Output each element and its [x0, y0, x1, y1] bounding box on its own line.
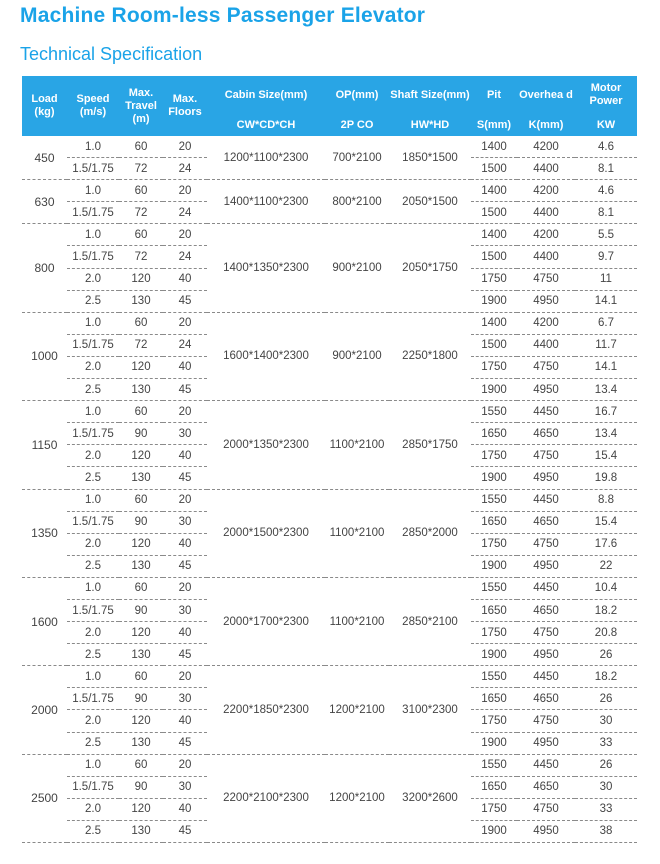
op-cell: 1100*2100 — [325, 401, 389, 489]
speed-cell: 2.5 — [67, 820, 119, 842]
table-row — [22, 577, 637, 599]
speed-cell: 1.5/1.75 — [67, 334, 119, 356]
travel-cell: 72 — [119, 246, 163, 268]
shaft-size-cell: 2250*1800 — [389, 312, 471, 400]
pit-cell: 1750 — [471, 268, 517, 290]
pit-cell: 1550 — [471, 754, 517, 776]
travel-cell: 90 — [119, 423, 163, 445]
op-cell: 900*2100 — [325, 224, 389, 312]
pit-cell: 1900 — [471, 644, 517, 666]
travel-cell: 90 — [119, 688, 163, 710]
shaft-size-cell: 2050*1500 — [389, 180, 471, 224]
travel-cell: 90 — [119, 599, 163, 621]
speed-cell: 1.5/1.75 — [67, 688, 119, 710]
load-cell: 1150 — [22, 401, 67, 489]
floors-cell: 30 — [163, 423, 207, 445]
travel-cell: 60 — [119, 489, 163, 511]
cabin-size-cell: 1200*1100*2300 — [207, 136, 325, 180]
floors-cell: 45 — [163, 290, 207, 312]
motor-power-cell: 11 — [575, 268, 637, 290]
op-cell: 1100*2100 — [325, 489, 389, 577]
cabin-size-cell: 2200*1850*2300 — [207, 666, 325, 754]
op-cell: 700*2100 — [325, 136, 389, 180]
speed-cell: 2.0 — [67, 445, 119, 467]
pit-cell: 1750 — [471, 710, 517, 732]
floors-cell: 20 — [163, 666, 207, 688]
table-row — [22, 180, 637, 202]
overhead-cell: 4650 — [517, 776, 575, 798]
overhead-cell: 4950 — [517, 644, 575, 666]
speed-cell: 1.5/1.75 — [67, 423, 119, 445]
overhead-cell: 4400 — [517, 158, 575, 180]
pit-cell: 1500 — [471, 334, 517, 356]
speed-cell: 2.0 — [67, 798, 119, 820]
motor-power-cell: 26 — [575, 688, 637, 710]
cabin-size-cell: 1400*1350*2300 — [207, 224, 325, 312]
travel-cell: 60 — [119, 401, 163, 423]
table-row — [22, 489, 637, 511]
travel-cell: 72 — [119, 202, 163, 224]
cabin-size-cell: 2000*1350*2300 — [207, 401, 325, 489]
speed-cell: 2.0 — [67, 533, 119, 555]
overhead-cell: 4950 — [517, 379, 575, 401]
travel-cell: 90 — [119, 511, 163, 533]
motor-power-cell: 16.7 — [575, 401, 637, 423]
motor-power-cell: 5.5 — [575, 224, 637, 246]
overhead-cell: 4750 — [517, 798, 575, 820]
floors-cell: 24 — [163, 246, 207, 268]
overhead-cell: 4450 — [517, 754, 575, 776]
table-row — [22, 401, 637, 423]
travel-cell: 60 — [119, 136, 163, 158]
motor-power-cell: 13.4 — [575, 379, 637, 401]
shaft-size-cell: 2050*1750 — [389, 224, 471, 312]
op-cell: 1200*2100 — [325, 754, 389, 842]
pit-cell: 1550 — [471, 489, 517, 511]
motor-power-cell: 15.4 — [575, 445, 637, 467]
motor-power-cell: 18.2 — [575, 666, 637, 688]
pit-cell: 1400 — [471, 180, 517, 202]
table-row — [22, 754, 637, 776]
overhead-cell: 4400 — [517, 334, 575, 356]
header-overhead: Overhea d — [517, 76, 575, 114]
motor-power-cell: 14.1 — [575, 356, 637, 378]
overhead-cell: 4950 — [517, 820, 575, 842]
overhead-cell: 4450 — [517, 577, 575, 599]
pit-cell: 1500 — [471, 246, 517, 268]
header-floors: Max. Floors — [163, 76, 207, 136]
header-motor: Motor Power — [575, 76, 637, 114]
speed-cell: 1.5/1.75 — [67, 599, 119, 621]
speed-cell: 1.5/1.75 — [67, 776, 119, 798]
shaft-size-cell: 3100*2300 — [389, 666, 471, 754]
overhead-cell: 4400 — [517, 246, 575, 268]
motor-power-cell: 6.7 — [575, 312, 637, 334]
motor-power-cell: 8.1 — [575, 158, 637, 180]
floors-cell: 40 — [163, 445, 207, 467]
travel-cell: 60 — [119, 577, 163, 599]
pit-cell: 1500 — [471, 158, 517, 180]
travel-cell: 60 — [119, 666, 163, 688]
header-pit: Pit — [471, 76, 517, 114]
load-cell: 2000 — [22, 666, 67, 754]
travel-cell: 120 — [119, 622, 163, 644]
overhead-cell: 4200 — [517, 312, 575, 334]
floors-cell: 45 — [163, 732, 207, 754]
cabin-size-cell: 1600*1400*2300 — [207, 312, 325, 400]
motor-power-cell: 8.1 — [575, 202, 637, 224]
floors-cell: 40 — [163, 356, 207, 378]
motor-power-cell: 26 — [575, 754, 637, 776]
header-pit-sub: S(mm) — [471, 114, 517, 136]
load-cell: 450 — [22, 136, 67, 180]
motor-power-cell: 17.6 — [575, 533, 637, 555]
cabin-size-cell: 2000*1700*2300 — [207, 577, 325, 665]
table-row — [22, 312, 637, 334]
speed-cell: 1.5/1.75 — [67, 246, 119, 268]
speed-cell: 2.5 — [67, 467, 119, 489]
spec-table-body — [22, 136, 637, 843]
pit-cell: 1550 — [471, 401, 517, 423]
travel-cell: 120 — [119, 445, 163, 467]
motor-power-cell: 13.4 — [575, 423, 637, 445]
speed-cell: 1.0 — [67, 666, 119, 688]
floors-cell: 45 — [163, 644, 207, 666]
floors-cell: 45 — [163, 379, 207, 401]
floors-cell: 20 — [163, 577, 207, 599]
shaft-size-cell: 2850*1750 — [389, 401, 471, 489]
motor-power-cell: 11.7 — [575, 334, 637, 356]
floors-cell: 40 — [163, 268, 207, 290]
overhead-cell: 4750 — [517, 445, 575, 467]
motor-power-cell: 26 — [575, 644, 637, 666]
speed-cell: 1.5/1.75 — [67, 511, 119, 533]
travel-cell: 120 — [119, 710, 163, 732]
motor-power-cell: 20.8 — [575, 622, 637, 644]
pit-cell: 1400 — [471, 224, 517, 246]
cabin-size-cell: 1400*1100*2300 — [207, 180, 325, 224]
speed-cell: 1.0 — [67, 754, 119, 776]
overhead-cell: 4650 — [517, 688, 575, 710]
speed-cell: 1.0 — [67, 180, 119, 202]
motor-power-cell: 14.1 — [575, 290, 637, 312]
pit-cell: 1750 — [471, 356, 517, 378]
shaft-size-cell: 1850*1500 — [389, 136, 471, 180]
floors-cell: 40 — [163, 710, 207, 732]
speed-cell: 2.5 — [67, 290, 119, 312]
speed-cell: 1.0 — [67, 577, 119, 599]
floors-cell: 20 — [163, 136, 207, 158]
load-cell: 630 — [22, 180, 67, 224]
pit-cell: 1900 — [471, 732, 517, 754]
motor-power-cell: 30 — [575, 710, 637, 732]
floors-cell: 24 — [163, 158, 207, 180]
overhead-cell: 4450 — [517, 401, 575, 423]
motor-power-cell: 30 — [575, 776, 637, 798]
spec-table — [22, 76, 637, 843]
table-row — [22, 136, 637, 158]
motor-power-cell: 10.4 — [575, 577, 637, 599]
travel-cell: 130 — [119, 467, 163, 489]
travel-cell: 60 — [119, 180, 163, 202]
motor-power-cell: 15.4 — [575, 511, 637, 533]
pit-cell: 1750 — [471, 533, 517, 555]
header-cabin-sub: CW*CD*CH — [207, 114, 325, 136]
pit-cell: 1650 — [471, 423, 517, 445]
speed-cell: 1.5/1.75 — [67, 202, 119, 224]
shaft-size-cell: 2850*2100 — [389, 577, 471, 665]
floors-cell: 30 — [163, 511, 207, 533]
load-cell: 2500 — [22, 754, 67, 842]
overhead-cell: 4750 — [517, 533, 575, 555]
speed-cell: 2.0 — [67, 356, 119, 378]
motor-power-cell: 4.6 — [575, 180, 637, 202]
pit-cell: 1900 — [471, 379, 517, 401]
speed-cell: 1.5/1.75 — [67, 158, 119, 180]
motor-power-cell: 9.7 — [575, 246, 637, 268]
speed-cell: 1.0 — [67, 401, 119, 423]
overhead-cell: 4950 — [517, 732, 575, 754]
overhead-cell: 4200 — [517, 136, 575, 158]
load-cell: 1600 — [22, 577, 67, 665]
travel-cell: 130 — [119, 555, 163, 577]
motor-power-cell: 4.6 — [575, 136, 637, 158]
op-cell: 1200*2100 — [325, 666, 389, 754]
overhead-cell: 4200 — [517, 224, 575, 246]
floors-cell: 40 — [163, 533, 207, 555]
speed-cell: 2.5 — [67, 379, 119, 401]
page-title: Machine Room-less Passenger Elevator — [20, 4, 426, 27]
page-subtitle: Technical Specification — [20, 44, 203, 64]
pit-cell: 1650 — [471, 599, 517, 621]
load-cell: 1000 — [22, 312, 67, 400]
travel-cell: 130 — [119, 379, 163, 401]
travel-cell: 130 — [119, 820, 163, 842]
speed-cell: 2.5 — [67, 732, 119, 754]
pit-cell: 1550 — [471, 666, 517, 688]
floors-cell: 30 — [163, 599, 207, 621]
overhead-cell: 4950 — [517, 555, 575, 577]
op-cell: 900*2100 — [325, 312, 389, 400]
travel-cell: 130 — [119, 732, 163, 754]
overhead-cell: 4450 — [517, 666, 575, 688]
floors-cell: 40 — [163, 622, 207, 644]
travel-cell: 120 — [119, 533, 163, 555]
header-motor-sub: KW — [575, 114, 637, 136]
travel-cell: 60 — [119, 754, 163, 776]
pit-cell: 1750 — [471, 798, 517, 820]
overhead-cell: 4750 — [517, 622, 575, 644]
header-travel: Max. Travel (m) — [119, 76, 163, 136]
floors-cell: 20 — [163, 312, 207, 334]
speed-cell: 2.0 — [67, 710, 119, 732]
motor-power-cell: 33 — [575, 732, 637, 754]
motor-power-cell: 19.8 — [575, 467, 637, 489]
travel-cell: 60 — [119, 224, 163, 246]
speed-cell: 1.0 — [67, 489, 119, 511]
header-speed: Speed (m/s) — [67, 76, 119, 136]
shaft-size-cell: 2850*2000 — [389, 489, 471, 577]
floors-cell: 30 — [163, 776, 207, 798]
floors-cell: 24 — [163, 202, 207, 224]
overhead-cell: 4950 — [517, 290, 575, 312]
motor-power-cell: 18.2 — [575, 599, 637, 621]
header-overhead-sub: K(mm) — [517, 114, 575, 136]
overhead-cell: 4950 — [517, 467, 575, 489]
header-cabin: Cabin Size(mm) — [207, 76, 325, 114]
floors-cell: 40 — [163, 798, 207, 820]
travel-cell: 120 — [119, 356, 163, 378]
travel-cell: 120 — [119, 798, 163, 820]
speed-cell: 2.5 — [67, 555, 119, 577]
pit-cell: 1750 — [471, 445, 517, 467]
speed-cell: 1.0 — [67, 224, 119, 246]
load-cell: 1350 — [22, 489, 67, 577]
header-op: OP(mm) — [325, 76, 389, 114]
overhead-cell: 4750 — [517, 710, 575, 732]
motor-power-cell: 8.8 — [575, 489, 637, 511]
travel-cell: 90 — [119, 776, 163, 798]
overhead-cell: 4200 — [517, 180, 575, 202]
table-row — [22, 224, 637, 246]
floors-cell: 20 — [163, 180, 207, 202]
floors-cell: 20 — [163, 224, 207, 246]
table-row — [22, 666, 637, 688]
travel-cell: 72 — [119, 334, 163, 356]
overhead-cell: 4400 — [517, 202, 575, 224]
pit-cell: 1650 — [471, 511, 517, 533]
pit-cell: 1400 — [471, 312, 517, 334]
travel-cell: 130 — [119, 290, 163, 312]
overhead-cell: 4750 — [517, 356, 575, 378]
motor-power-cell: 33 — [575, 798, 637, 820]
shaft-size-cell: 3200*2600 — [389, 754, 471, 842]
header-shaft-sub: HW*HD — [389, 114, 471, 136]
overhead-cell: 4450 — [517, 489, 575, 511]
floors-cell: 45 — [163, 467, 207, 489]
op-cell: 800*2100 — [325, 180, 389, 224]
load-cell: 800 — [22, 224, 67, 312]
header-op-sub: 2P CO — [325, 114, 389, 136]
speed-cell: 1.0 — [67, 312, 119, 334]
pit-cell: 1900 — [471, 467, 517, 489]
motor-power-cell: 22 — [575, 555, 637, 577]
pit-cell: 1650 — [471, 688, 517, 710]
pit-cell: 1500 — [471, 202, 517, 224]
op-cell: 1100*2100 — [325, 577, 389, 665]
travel-cell: 72 — [119, 158, 163, 180]
overhead-cell: 4650 — [517, 599, 575, 621]
pit-cell: 1900 — [471, 555, 517, 577]
speed-cell: 2.0 — [67, 268, 119, 290]
speed-cell: 2.0 — [67, 622, 119, 644]
floors-cell: 20 — [163, 489, 207, 511]
pit-cell: 1650 — [471, 776, 517, 798]
floors-cell: 30 — [163, 688, 207, 710]
speed-cell: 1.0 — [67, 136, 119, 158]
pit-cell: 1400 — [471, 136, 517, 158]
floors-cell: 45 — [163, 820, 207, 842]
floors-cell: 20 — [163, 401, 207, 423]
travel-cell: 120 — [119, 268, 163, 290]
motor-power-cell: 38 — [575, 820, 637, 842]
floors-cell: 24 — [163, 334, 207, 356]
floors-cell: 20 — [163, 754, 207, 776]
travel-cell: 130 — [119, 644, 163, 666]
pit-cell: 1900 — [471, 820, 517, 842]
header-shaft: Shaft Size(mm) — [389, 76, 471, 114]
overhead-cell: 4650 — [517, 423, 575, 445]
pit-cell: 1750 — [471, 622, 517, 644]
overhead-cell: 4750 — [517, 268, 575, 290]
cabin-size-cell: 2200*2100*2300 — [207, 754, 325, 842]
travel-cell: 60 — [119, 312, 163, 334]
floors-cell: 45 — [163, 555, 207, 577]
pit-cell: 1550 — [471, 577, 517, 599]
pit-cell: 1900 — [471, 290, 517, 312]
header-load: Load (kg) — [22, 76, 67, 136]
speed-cell: 2.5 — [67, 644, 119, 666]
overhead-cell: 4650 — [517, 511, 575, 533]
cabin-size-cell: 2000*1500*2300 — [207, 489, 325, 577]
